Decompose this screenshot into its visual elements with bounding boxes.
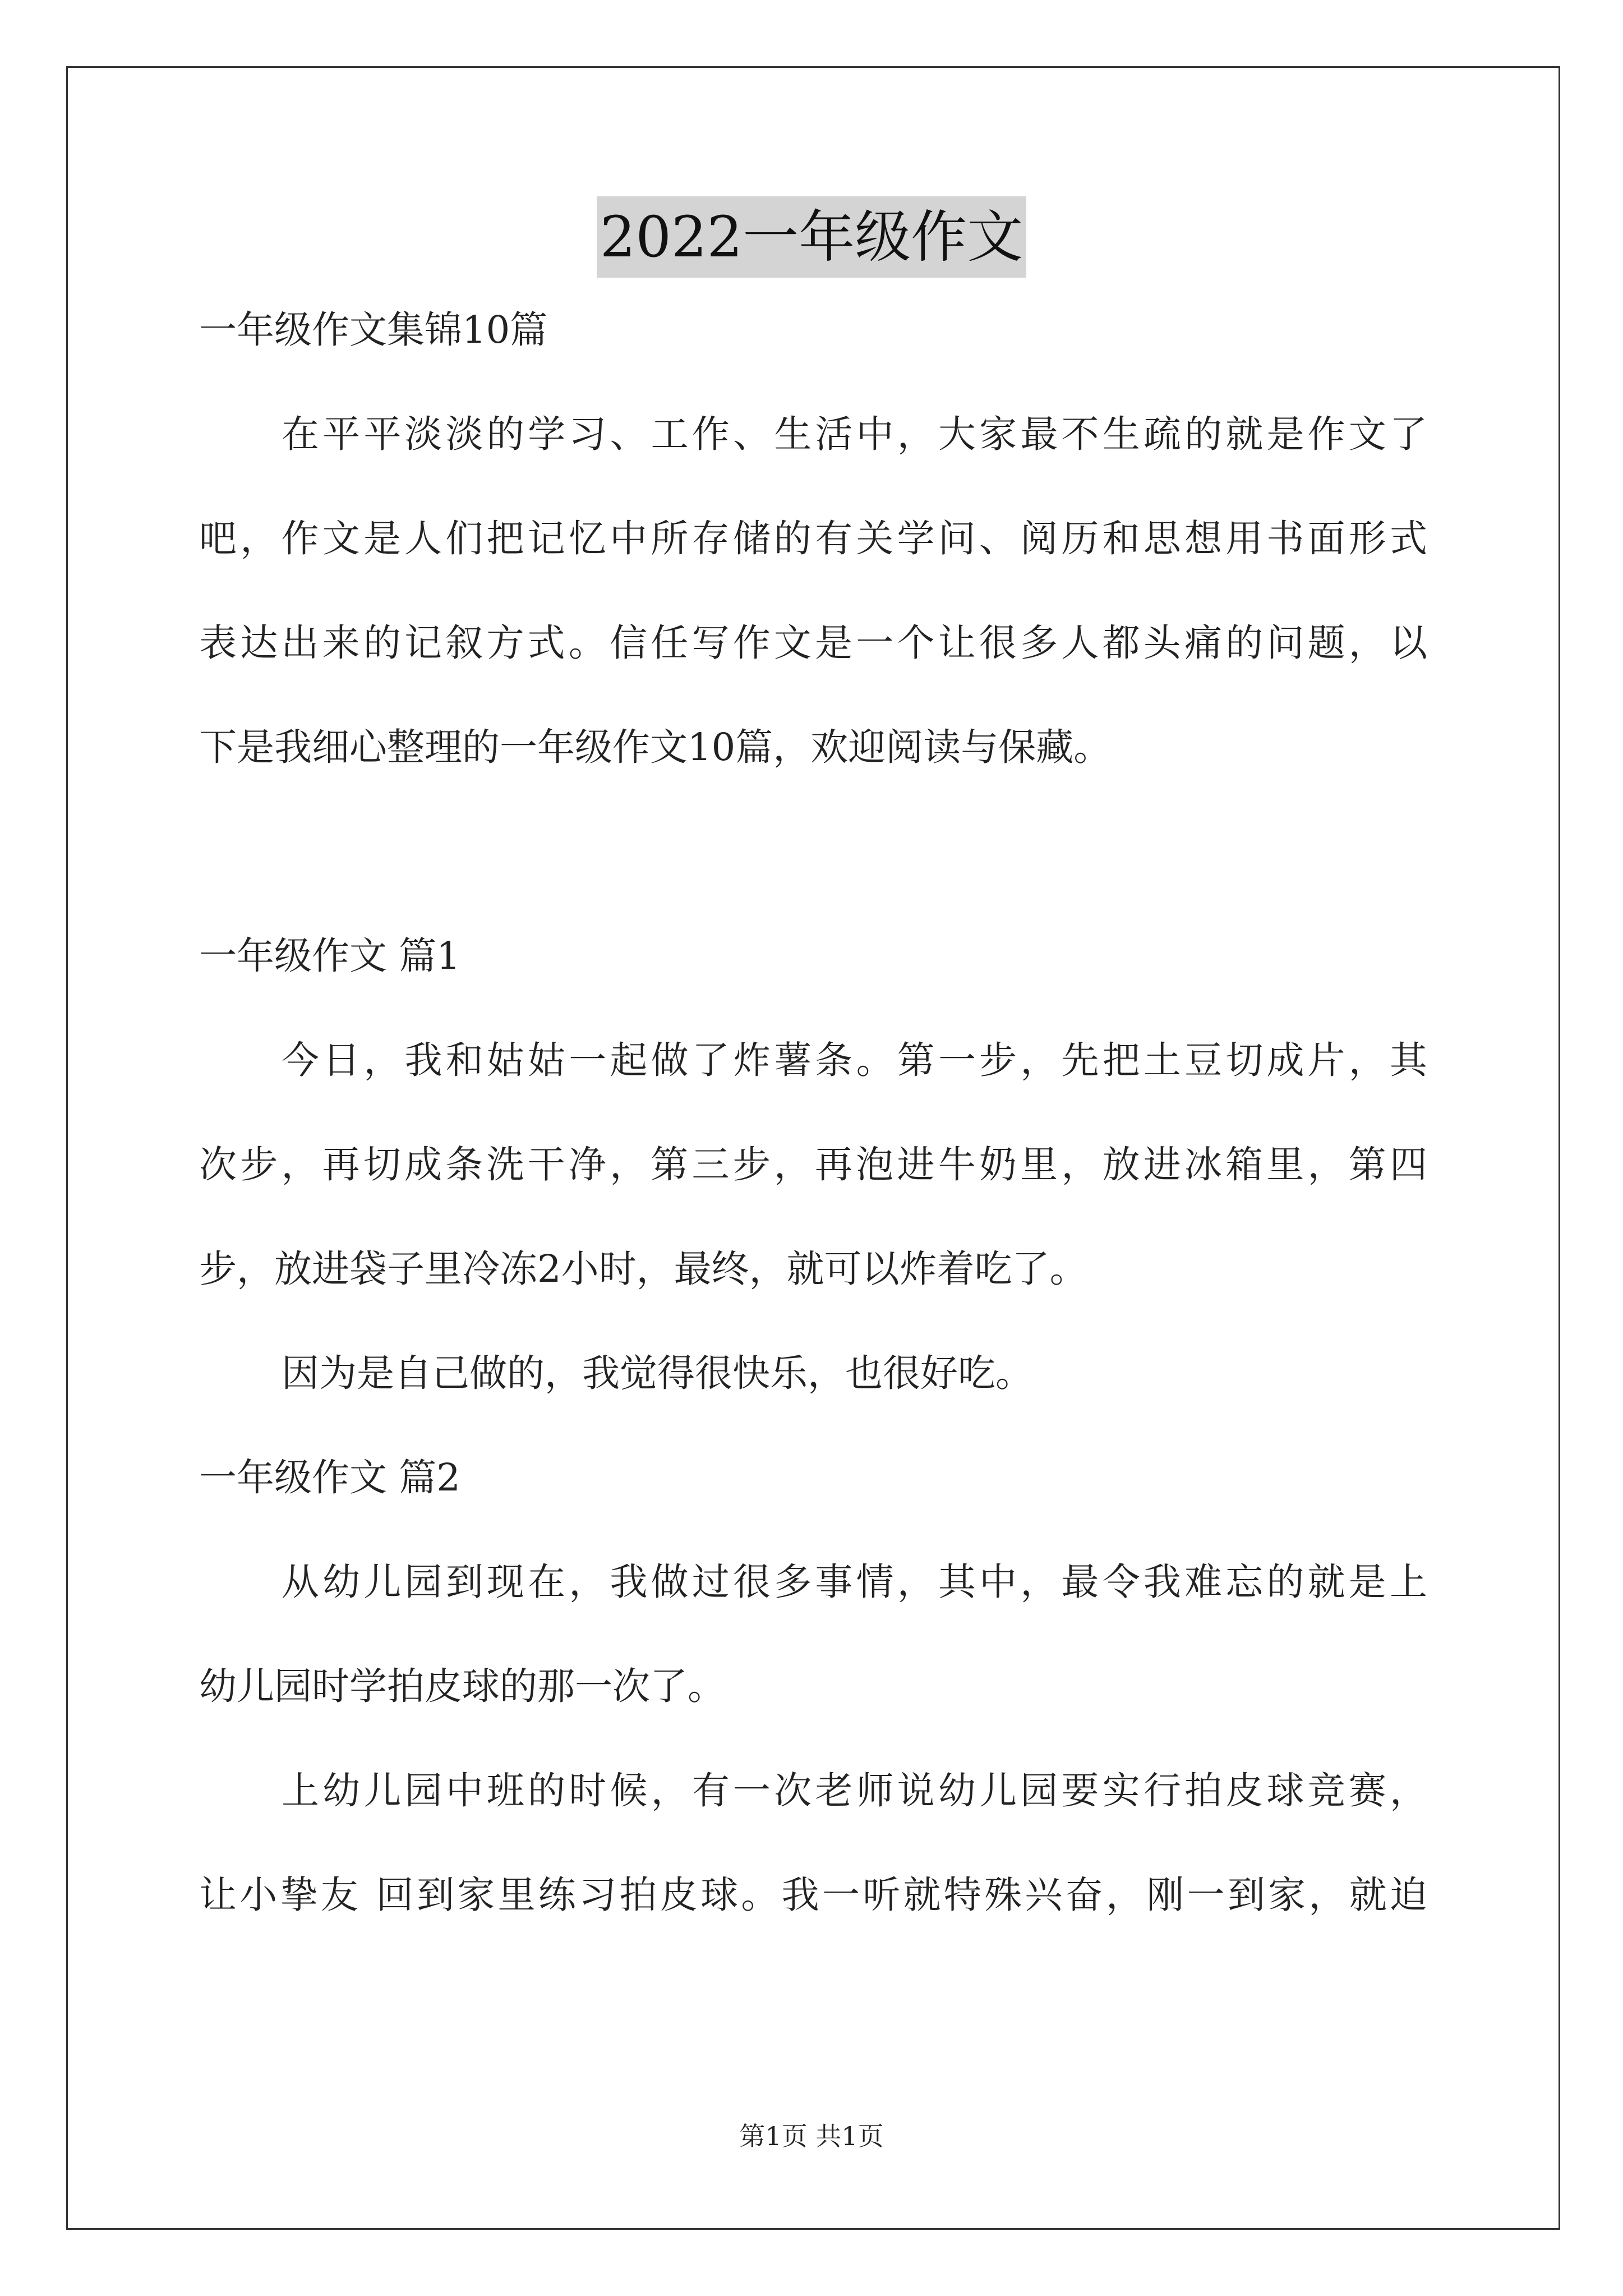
page-footer: 第1页 共1页 (739, 2121, 884, 2151)
text-line: 今日，我和姑姑一起做了炸薯条。第一步，先把土豆切成片，其 (282, 1038, 1427, 1082)
text-line: 在平平淡淡的学习、工作、生活中，大家最不生疏的就是作文了 (282, 412, 1427, 456)
text-line: 表达出来的记叙方式。信任写作文是一个让很多人都头痛的问题，以 (199, 621, 1427, 665)
text-line: 上幼儿园中班的时候，有一次老师说幼儿园要实行拍皮球竞赛， (282, 1769, 1427, 1812)
text-line: 幼儿园时学拍皮球的那一次了。 (199, 1664, 725, 1708)
text-line: 一年级作文集锦10篇 (199, 308, 548, 352)
document-body (199, 308, 1427, 1981)
text-line: 让小挚友 回到家里练习拍皮球。我一听就特殊兴奋，刚一到家，就迫 (199, 1873, 1427, 1917)
text-line: 步，放进袋子里冷冻2小时，最终，就可以炸着吃了。 (199, 1247, 1087, 1291)
text-line: 一年级作文 篇2 (199, 1456, 460, 1499)
text-line: 因为是自己做的，我觉得很快乐，也很好吃。 (282, 1351, 1033, 1395)
text-line: 一年级作文 篇1 (199, 934, 460, 978)
title-container (0, 196, 1623, 278)
text-line: 从幼儿园到现在，我做过很多事情，其中，最令我难忘的就是上 (282, 1560, 1427, 1604)
text-line: 吧，作文是人们把记忆中所存储的有关学问、阅历和思想用书面形式 (199, 517, 1427, 560)
text-line: 次步，再切成条洗干净，第三步，再泡进牛奶里，放进冰箱里，第四 (199, 1143, 1427, 1186)
document-title: 2022一年级作文 (597, 196, 1027, 278)
text-line: 下是我细心整理的一年级作文10篇，欢迎阅读与保藏。 (199, 725, 1112, 769)
